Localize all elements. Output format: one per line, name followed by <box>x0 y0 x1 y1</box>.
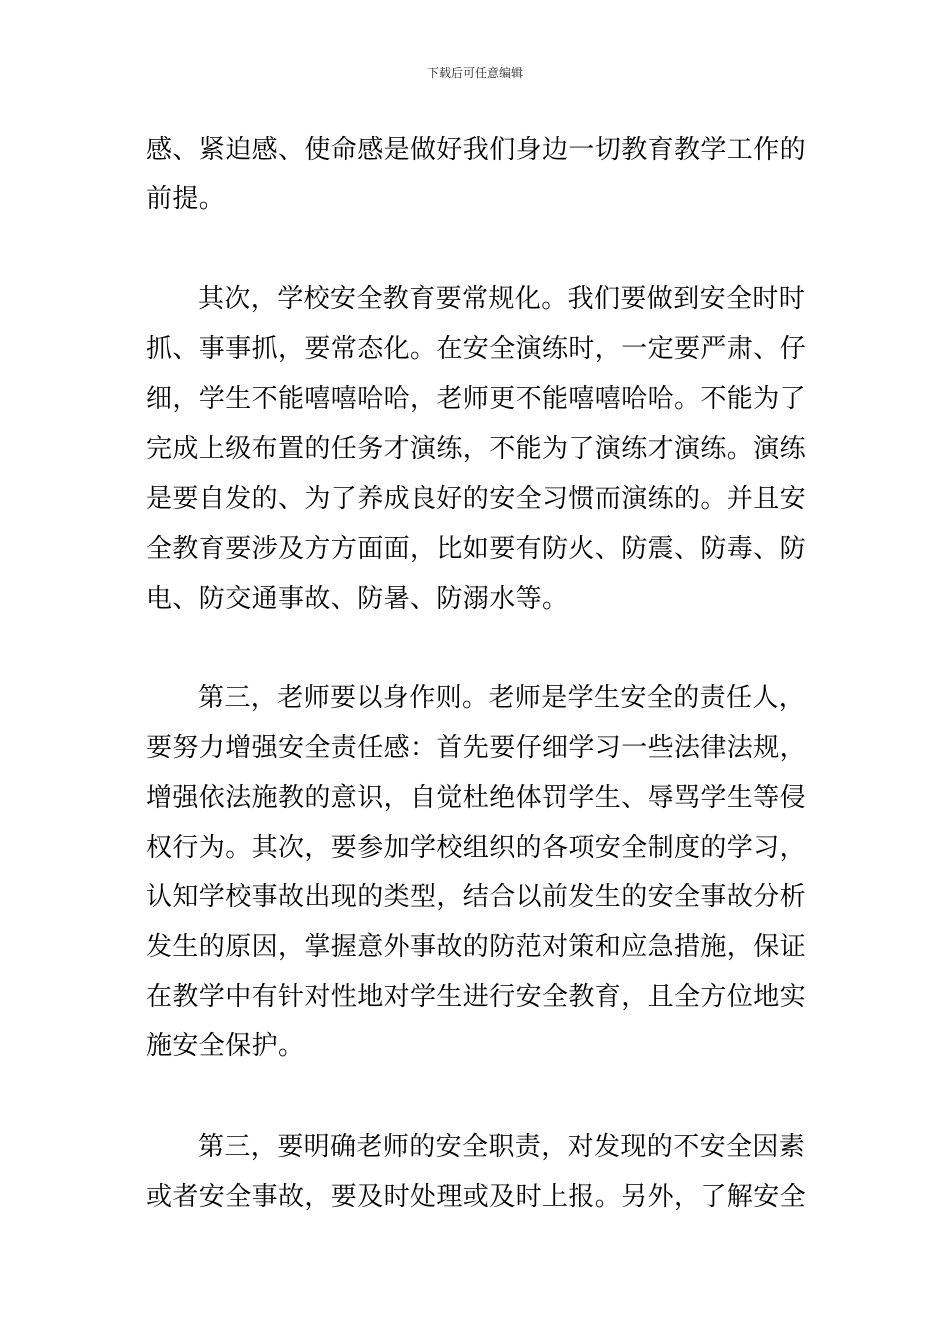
text-line: 增强依法施教的意识，自觉杜绝体罚学生、辱骂学生等侵 <box>146 783 807 813</box>
paragraph-start-line: 第三，老师要以身作则。老师是学生安全的责任人， <box>198 683 806 713</box>
paragraph-start-line: 第三，要明确老师的安全职责，对发现的不安全因素 <box>198 1132 806 1162</box>
paragraph-start-line: 其次，学校安全教育要常规化。我们要做到安全时时 <box>198 284 806 314</box>
text-line: 细，学生不能嘻嘻哈哈，老师更不能嘻嘻哈哈。不能为了 <box>146 384 807 414</box>
text-line: 或者安全事故，要及时处理或及时上报。另外，了解安全 <box>146 1182 807 1212</box>
text-line: 电、防交通事故、防暑、防溺水等。 <box>146 584 569 614</box>
text-line: 完成上级布置的任务才演练，不能为了演练才演练。演练 <box>146 434 807 464</box>
text-line: 发生的原因，掌握意外事故的防范对策和应急措施，保证 <box>146 932 807 962</box>
text-line: 在教学中有针对性地对学生进行安全教育，且全方位地实 <box>146 982 807 1012</box>
text-line: 感、紧迫感、使命感是做好我们身边一切教育教学工作的 <box>146 135 807 165</box>
page-header: 下载后可任意编辑 <box>426 66 523 80</box>
text-line: 施安全保护。 <box>146 1031 305 1061</box>
text-line: 权行为。其次，要参加学校组织的各项安全制度的学习， <box>146 833 807 863</box>
text-line: 是要自发的、为了养成良好的安全习惯而演练的。并且安 <box>146 484 807 514</box>
text-line: 要努力增强安全责任感：首先要仔细学习一些法律法规， <box>146 733 807 763</box>
text-line: 全教育要涉及方方面面，比如要有防火、防震、防毒、防 <box>146 534 807 564</box>
text-line: 抓、事事抓，要常态化。在安全演练时，一定要严肃、仔 <box>146 334 807 364</box>
text-line: 认知学校事故出现的类型，结合以前发生的安全事故分析 <box>146 882 807 912</box>
text-line: 前提。 <box>146 184 226 214</box>
